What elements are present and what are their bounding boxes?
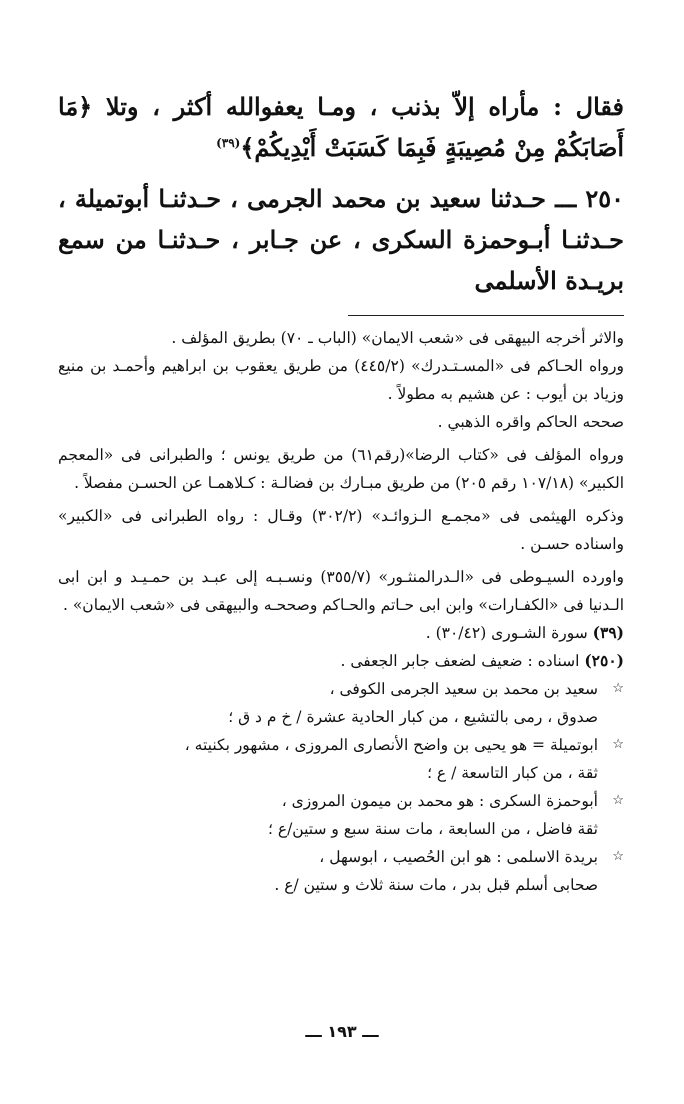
hadith-chain: حـدثنا سعيد بن محمد الجرمى ، حـدثنـا أبوتميلة ، حـدثنـا أبـوحمزة السكرى ، عن جـابر ، حـدثنـا من سمع بريـدة الأسلمى (58, 184, 624, 295)
quran-verse: ﴿مَا أَصَابَكُمْ مِنْ مُصِيبَةٍ فَبِمَا كَسَبَتْ أَيْدِيكُمْ﴾ (58, 92, 624, 162)
hadith-text: فقال : مأراه إلاّ بذنب ، ومـا يعفوالله أكثر ، وتلا (92, 92, 624, 121)
footnote-marker-39: (٣٩) (216, 136, 241, 150)
note-takhrij-2: ورواه الحـاكم فى «المسـتـدرك» (٤٤٥/٢) من طريق يعقوب بن ابراهيم وأحمـد بن منيع وزياد بن أيوب : عن هشيم به مطولاً . (58, 357, 624, 403)
narrator-1-grade: صدوق ، رمى بالتشيع ، من كبار الحادية عشرة / خ م د ق ؛ (228, 708, 598, 726)
narrator-2 (58, 731, 624, 759)
hadith-continuation (58, 86, 624, 168)
footnote-ref-39: (٣٩) (592, 623, 624, 642)
page-number: ـــ ١٩٣ ـــ (305, 1022, 379, 1041)
star-icon: ☆ (612, 681, 624, 696)
footnote-39 (58, 619, 624, 647)
footnotes (58, 324, 624, 899)
narrator-4-name: بريدة الاسلمى : هو ابن الحُصيب ، ابوسهل ، (319, 848, 598, 866)
star-icon: ☆ (612, 737, 624, 752)
footnote-divider (348, 315, 624, 316)
narrator-1-name: سعيد بن محمد بن سعيد الجرمى الكوفى ، (329, 680, 598, 698)
narrator-2-grade: ثقة ، من كبار التاسعة / ع ؛ (427, 764, 598, 782)
narrator-2-name: ابوتميلة = هو يحيى بن واضح الأنصارى المروزى ، مشهور بكنيته ، (184, 736, 598, 754)
footnote-ref-250: (٢٥٠) (584, 651, 624, 670)
footnote-39-text: سورة الشـورى (٣٠/٤٢) . (425, 624, 588, 642)
narrator-4 (58, 843, 624, 871)
narrator-4-grade: صحابى أسلم قبل بدر ، مات سنة ثلاث و ستين /ع . (274, 876, 598, 894)
narrator-1 (58, 675, 624, 703)
note-takhrij-5: وذكره الهيثمى فى «مجمـع الـزوائـد» (٣٠٢/٢) وقـال : رواه الطبرانى فى «الكبير» واسناده حسـن . (58, 507, 624, 553)
hadith-number: ٢٥٠ ـــ (555, 184, 624, 213)
star-icon: ☆ (612, 793, 624, 808)
star-icon: ☆ (612, 849, 624, 864)
hadith-250 (58, 178, 624, 301)
footnote-250-text: اسناده : ضعيف لضعف جابر الجعفى . (340, 652, 580, 670)
footnote-250 (58, 647, 624, 675)
note-takhrij-6: واورده السيـوطى فى «الـدرالمنثـور» (٣٥٥/٧) ونسـبـه إلى عبـد بن حمـيـد و ابن ابى الـدنيا فى «الكفـارات» وابن ابى حـاتم والحـاكم وصححـه والبيهقى فى «شعب الايمان» . (58, 568, 624, 614)
note-takhrij-1: والاثر أخرجه البيهقى فى «شعب الايمان» (الباب ـ ٧٠) بطريق المؤلف . (171, 329, 624, 347)
narrator-3-name: أبوحمزة السكرى : هو محمد بن ميمون المروزى ، (281, 792, 598, 810)
note-takhrij-3: صححه الحاكم واقره الذهبي . (437, 413, 624, 431)
main-text (58, 86, 624, 301)
note-takhrij-4: ورواه المؤلف فى «كتاب الرضا»(رقم٦١) من طريق يونس ؛ والطبرانى فى «المعجم الكبير» (١٠٧/١٨ رقم ٢٠٥) من طريق مبـارك بن فضالـة : كـلاهمـا عن الحسـن مفصلاً . (58, 446, 624, 492)
narrator-3 (58, 787, 624, 815)
narrator-3-grade: ثقة فاضل ، من السابعة ، مات سنة سبع و ستين/ع ؛ (267, 820, 598, 838)
